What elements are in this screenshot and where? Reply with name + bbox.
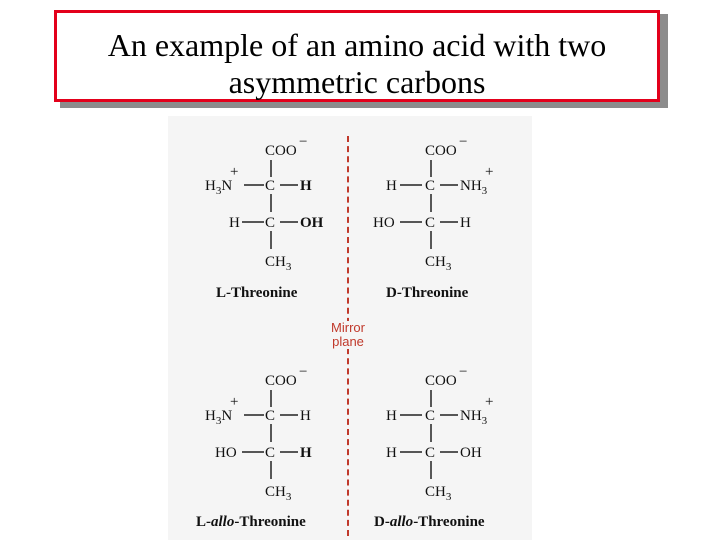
svg-text:+: + — [230, 164, 239, 180]
svg-text:H: H — [300, 445, 312, 461]
svg-text:NH3: $NH_3$ — [460, 408, 488, 427]
slide-title-line-2: asymmetric carbons — [228, 64, 486, 100]
svg-text:C: C — [265, 178, 276, 194]
svg-text:C: C — [265, 445, 276, 461]
svg-text:C: C — [425, 178, 436, 194]
svg-text:CH3: $CH_3$ — [265, 484, 292, 503]
svg-text:OH: OH — [460, 445, 482, 461]
d-allo-threonine-caption: D-allo-Threonine — [374, 514, 485, 530]
slide-title-line-1: An example of an amino acid with two — [107, 27, 607, 63]
l-allo-threonine-caption: L-allo-Threonine — [196, 514, 306, 530]
svg-text:H: H — [460, 215, 471, 231]
l-threonine-caption: L-Threonine — [216, 285, 298, 301]
svg-text:−: − — [459, 134, 468, 150]
mirror-label-line-2: plane — [332, 334, 364, 349]
svg-text:C: C — [265, 408, 276, 424]
svg-text:COO: COO — [425, 373, 457, 389]
svg-text:H: H — [300, 408, 311, 424]
svg-text:H: H — [386, 178, 397, 194]
svg-text:COO: COO — [265, 373, 297, 389]
svg-text:H3N: $H_3N$ — [205, 408, 233, 427]
svg-text:H3N: $H_3N$ — [205, 178, 233, 197]
svg-text:C: C — [425, 215, 436, 231]
svg-text:HO: HO — [215, 445, 237, 461]
svg-text:CH3: $CH_3$ — [425, 254, 452, 273]
svg-text:−: − — [299, 364, 308, 380]
svg-text:CH3: $CH_3$ — [265, 254, 292, 273]
svg-text:+: + — [230, 394, 239, 410]
svg-text:CH3: $CH_3$ — [425, 484, 452, 503]
d-threonine-caption: D-Threonine — [386, 285, 469, 301]
svg-text:COO: COO — [265, 143, 297, 159]
svg-text:+: + — [485, 164, 494, 180]
svg-text:COO: COO — [425, 143, 457, 159]
mirror-label-line-1: Mirror — [331, 320, 365, 335]
svg-text:OH: OH — [300, 215, 324, 231]
svg-text:H: H — [386, 408, 397, 424]
svg-text:−: − — [299, 134, 308, 150]
svg-text:H: H — [229, 215, 240, 231]
svg-text:H: H — [300, 178, 312, 194]
svg-text:+: + — [485, 394, 494, 410]
svg-text:HO: HO — [373, 215, 395, 231]
svg-text:C: C — [425, 408, 436, 424]
svg-text:NH3: $NH_3$ — [460, 178, 488, 197]
svg-text:−: − — [459, 364, 468, 380]
svg-text:C: C — [265, 215, 276, 231]
svg-text:C: C — [425, 445, 436, 461]
svg-text:H: H — [386, 445, 397, 461]
